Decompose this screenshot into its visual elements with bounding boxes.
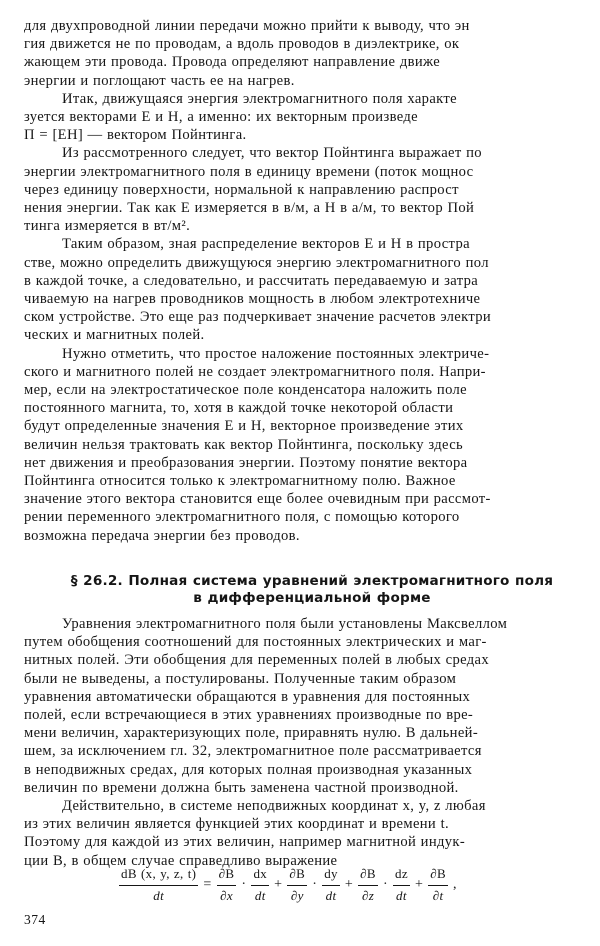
formula-term1-rate: $\frac{dx}{dt}$ bbox=[253, 866, 268, 903]
page-number: 374 bbox=[24, 912, 46, 927]
section-heading: § 26.2. Полная система уравнений электромагнитного поля в дифференциальной форме bbox=[70, 572, 554, 606]
paragraph-3: Из рассмотренного следует, что вектор Пойнтинга выражает по энергии электромагнитного поля в единицу времени (поток мощнос через единицу поверхности, нормальной к направлению распрост нения энергии. Так как E измеряется в в/м, а H в а/м, то вектор Пой тинга измеряется в вт/м². bbox=[24, 145, 482, 235]
paragraph-4: Таким образом, зная распределение векторов E и H в простра стве, можно определить движущуюся энергию электромагнитного пол в каждой точке, а следовательно, и рассчитать передаваемую и затра чиваемую на нагрев проводников мощность в любом электротехниче ском устройстве. Это еще раз подчеркивает значение расчетов электри ческих и магнитных полей. bbox=[24, 236, 492, 344]
formula-lhs: $\frac{dB (x, y, z, t)}{dt}$ bbox=[121, 866, 197, 903]
formula-term3-rate: $\frac{dz}{dt}$ bbox=[394, 866, 408, 903]
paragraph-2: Итак, движущаяся энергия электромагнитного поля характе зуется векторами E и H, а именно: их векторным произведе П = [EH] — вектором Пойнтинга. bbox=[24, 90, 457, 144]
paragraph-7: Действительно, в системе неподвижных координат x, y, z любая из этих величин является функцией этих координат и времени t. Поэтому для каждой из этих величин, например магнитной индук- ции B, в общем случае справедливо выражение bbox=[24, 797, 486, 869]
formula-term4-partial: $\frac{\partial B}{\partial t}$ bbox=[430, 866, 446, 903]
formula-equals: = bbox=[203, 876, 212, 892]
derivative-formula: $\frac{dB (x, y, z, t)}{dt}$ = $\frac{\partial B}{\partial x}$ · $\frac{dx}{dt}$ + $\frac{\partial B}{\partial y}$ · $\frac{dy}{dt}$ + $\frac{\partial B}{\partial z}$ · $\frac{dz}{dt}$ + $\frac{\partial B}{\partial t}$ , bbox=[116, 862, 459, 908]
paragraph-6: Уравнения электромагнитного поля были установлены Максвеллом путем обобщения соотношений для постоянных электрических и маг- нитных полей. Эти обобщения для переменных полей в любых средах были не выведены, а постулированы. Полученные таким образом уравнения автоматически обращаются в уравнения для постоянных полей, если встречающиеся в этих уравнениях производные по вре- мени величин, характеризующих поле, приравнять нулю. В дальней- шем, за исключением гл. 32, электромагнитное поле рассматривается в неподвижных средах, для которых полная производная указанных величин по времени должна быть заменена частной производной. bbox=[24, 615, 508, 796]
formula-term2-rate: $\frac{dy}{dt}$ bbox=[324, 866, 338, 903]
paragraph-5: Нужно отметить, что простое наложение постоянных электриче- ского и магнитного полей не создает электромагнитного поля. Напри- мер, если на электростатическое поле конденсатора наложить поле постоянного магнита, то, хотя в каждой точке некоторой области будут определенные значения E и H, векторное произведение этих величин нельзя трактовать как вектор Пойнтинга, поскольку здесь нет движения и преобразования энергии. Поэтому понятие вектора Пойнтинга относится только к электромагнитному полю. Важное значение этого вектора становится еще более очевидным при рассмот- рении переменного электромагнитного поля, с помощью которого возможна передача энергии без проводов. bbox=[24, 345, 491, 544]
formula-term2-partial: $\frac{\partial B}{\partial y}$ bbox=[289, 866, 306, 903]
paragraph-1: для двухпроводной линии передачи можно прийти к выводу, что эн гия движется не по проводам, а вдоль проводов в диэлектрике, ок жающем эти провода. Провода определяют направление движе энергии и поглощают часть ее на нагрев. bbox=[24, 18, 470, 89]
text-body bbox=[24, 17, 600, 870]
formula-term3-partial: $\frac{\partial B}{\partial z}$ bbox=[360, 866, 376, 903]
formula-term1-partial: $\frac{\partial B}{\partial x}$ bbox=[218, 866, 235, 903]
